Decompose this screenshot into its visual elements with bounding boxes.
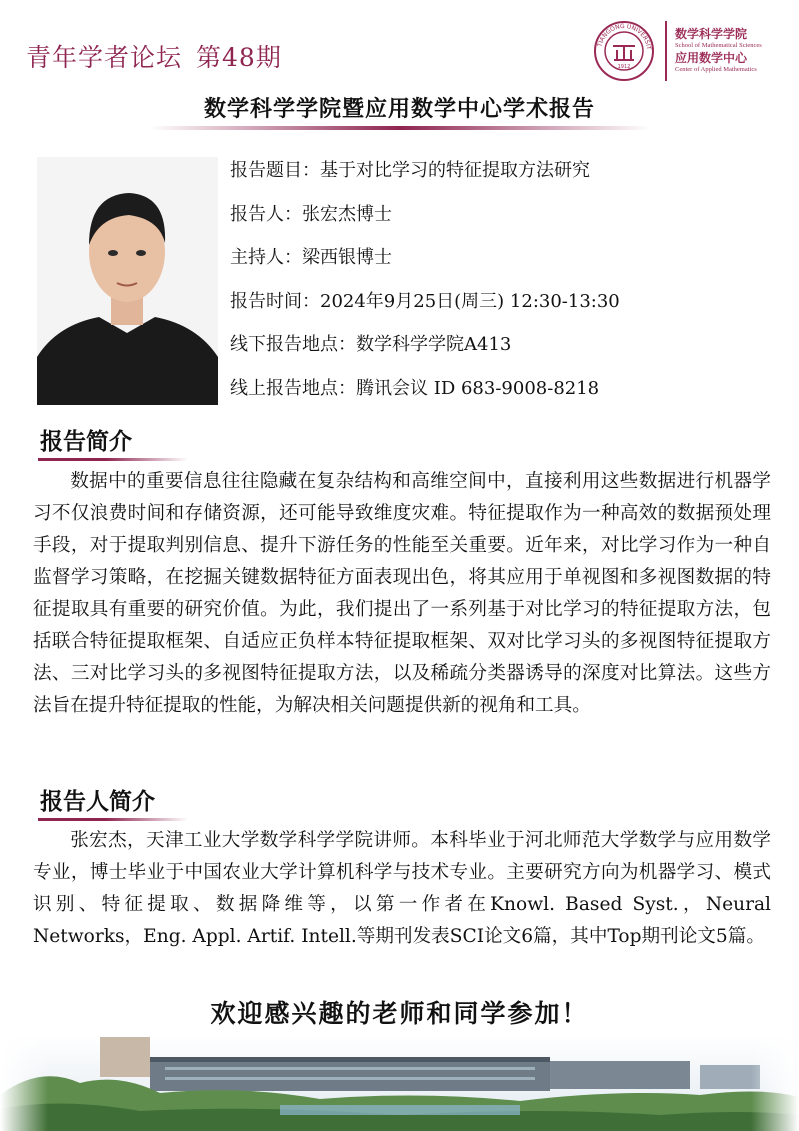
abstract-heading: 报告简介 [40,429,132,455]
talk-host: 主持人：梁西银博士 [230,247,392,269]
center-name-en: Center of Applied Mathematics [675,66,757,73]
bio-heading-underline [38,818,188,821]
svg-text:1912: 1912 [617,64,631,70]
campus-banner-image [0,1035,799,1131]
welcome-message: 欢迎感兴趣的老师和同学参加！ [210,999,589,1028]
school-name-block [675,27,762,75]
school-name-cn: 数学科学学院 [675,27,748,41]
title-underline [150,126,650,130]
bio-heading: 报告人简介 [40,789,155,815]
logo-divider [665,21,667,81]
talk-topic: 报告题目：基于对比学习的特征提取方法研究 [230,160,590,181]
abstract-heading-underline [38,458,188,461]
speaker-photo [37,157,218,405]
svg-text:TIANGONG UNIVERSITY: TIANGONG UNIVERSIT [596,22,653,51]
talk-time: 报告时间：2024年9月25日(周三) 12:30-13:30 [230,290,620,312]
university-seal-icon [593,20,655,82]
talk-info [230,156,790,418]
page-title: 数学科学学院暨应用数学中心学术报告 [203,97,595,122]
issue-number: 第48期 [196,43,282,72]
talk-speaker: 报告人：张宏杰博士 [230,203,392,225]
bio-body: 张宏杰，天津工业大学数学科学学院讲师。本科毕业于河北师范大学数学与应用数学专业，博士毕业于中国农业大学计算机科学与技术专业。主要研究方向为机器学习、模式识别、特征提取、数据降维等，以第一作者在Knowl. Based Syst.，Neural Networks，Eng. Appl. Artif. Intell.等期刊发表SCI论文6篇，其中Top期刊论文5篇。 [33,830,771,947]
series-name: 青年学者论坛 [26,43,183,72]
school-logo [593,18,793,84]
talk-online-location: 线上报告地点：腾讯会议 ID 683-9008-8218 [230,377,600,399]
talk-offline-location: 线下报告地点：数学科学学院A413 [230,334,512,356]
forum-series-title [26,38,282,74]
center-name-cn: 应用数学中心 [675,51,748,65]
school-name-en: School of Mathematical Sciences [675,42,762,49]
abstract-body: 数据中的重要信息往往隐藏在复杂结构和高维空间中，直接利用这些数据进行机器学习不仅浪费时间和存储资源，还可能导致维度灾难。特征提取作为一种高效的数据预处理手段，对于提取判别信息、提升下游任务的性能至关重要。近年来，对比学习作为一种自监督学习策略，在挖掘关键数据特征方面表现出色，将其应用于单视图和多视图数据的特征提取具有重要的研究价值。为此，我们提出了一系列基于对比学习的特征提取方法，包括联合特征提取框架、自适应正负样本特征提取框架、双对比学习头的多视图特征提取方法、三对比学习头的多视图特征提取方法，以及稀疏分类器诱导的深度对比算法。这些方法旨在提升特征提取的性能，为解决相关问题提供新的视角和工具。 [33,471,771,716]
